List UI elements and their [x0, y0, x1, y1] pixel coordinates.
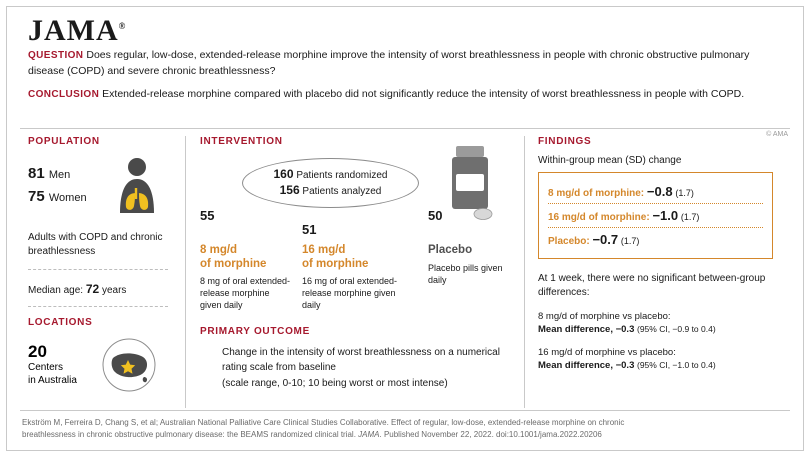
comparison-16mg-heading: 16 mg/d of morphine vs placebo: — [538, 347, 676, 358]
citation-line-2b: . Published November 22, 2022. doi:10.1001/jama.2022.20206 — [379, 429, 602, 439]
citation-line-1: Ekström M, Ferreira D, Chang S, et al; Australian National Palliative Care Clinical Studies Collaborative. Effect of regular, low-dose, extended-release morphine on chronic — [22, 418, 625, 427]
divider-top — [20, 128, 790, 129]
finding-row-8mg — [548, 180, 763, 203]
primary-outcome-subtext: (scale range, 0-10; 10 being worst or most intense) — [222, 378, 448, 389]
registered-mark: ® — [118, 21, 126, 31]
population-counts-row — [28, 155, 182, 217]
median-age-value: 72 — [85, 282, 100, 296]
median-age-unit: years — [101, 285, 127, 296]
population-divider — [28, 269, 168, 270]
findings-note: At 1 week, there were no significant between-group differences: — [538, 273, 766, 298]
question-label: QUESTION — [28, 50, 84, 61]
women-count: 75 — [28, 188, 45, 205]
women-label: Women — [48, 192, 87, 204]
jama-wordmark: JAMA — [28, 14, 119, 47]
men-label: Men — [48, 169, 71, 181]
median-age-row — [28, 282, 182, 296]
findings-section — [530, 136, 790, 372]
comparison-8mg-heading: 8 mg/d of morphine vs placebo: — [538, 311, 671, 322]
question-block — [28, 48, 776, 78]
randomized-count: 160 — [273, 167, 294, 181]
intervention-title: INTERVENTION — [200, 136, 283, 147]
primary-outcome-title: PRIMARY OUTCOME — [200, 326, 310, 337]
population-description: Adults with COPD and chronic breathlessness — [28, 232, 163, 257]
women-count-row — [28, 186, 106, 209]
randomization-oval — [242, 158, 419, 208]
finding-label-16mg: 16 mg/d of morphine: — [548, 212, 650, 223]
finding-value-placebo: −0.7 — [592, 232, 619, 247]
findings-subtitle: Within-group mean (SD) change — [538, 155, 682, 166]
centers-line-1: Centers — [28, 362, 64, 373]
arm-placebo-title: Placebo — [428, 244, 473, 256]
conclusion-label: CONCLUSION — [28, 89, 100, 100]
randomized-label: Patients randomized — [296, 170, 388, 181]
locations-title: LOCATIONS — [28, 317, 93, 328]
centers-count: 20 — [28, 342, 47, 361]
finding-row-16mg — [548, 204, 763, 227]
conclusion-block — [28, 87, 776, 103]
arm-16mg-count: 51 — [302, 222, 317, 237]
findings-title: FINDINGS — [538, 136, 592, 147]
arm-16mg — [302, 224, 398, 311]
finding-value-8mg: −0.8 — [646, 184, 673, 199]
centers-counts — [28, 343, 100, 387]
citation — [22, 417, 788, 440]
comparison-8mg-stat: Mean difference, −0.3 — [538, 324, 635, 335]
locations-divider — [28, 306, 168, 307]
men-count: 81 — [28, 165, 45, 182]
men-count-row — [28, 163, 106, 186]
arm-16mg-title-2: of morphine — [302, 257, 369, 270]
lungs-figure-icon — [106, 155, 168, 217]
analyzed-count: 156 — [279, 183, 300, 197]
citation-journal: JAMA — [358, 429, 380, 439]
finding-label-8mg: 8 mg/d of morphine: — [548, 188, 645, 199]
copyright-notice: © AMA — [766, 131, 788, 138]
arm-placebo-count: 50 — [428, 208, 443, 223]
australia-map-icon — [100, 336, 158, 394]
question-text: Does regular, low-dose, extended-release morphine improve the intensity of worst breathlessness in people with chronic obstructive pulmonary disease (COPD) and severe chronic breathlessness? — [28, 49, 750, 77]
arm-16mg-detail: 16 mg of oral extended-release morphine given daily — [302, 276, 398, 310]
jama-logo — [28, 14, 125, 48]
population-title: POPULATION — [28, 136, 100, 147]
finding-sd-8mg: (1.7) — [675, 188, 694, 198]
comparison-8mg — [538, 310, 790, 336]
finding-sd-placebo: (1.7) — [620, 236, 640, 246]
arm-placebo-detail: Placebo pills given daily — [428, 262, 503, 285]
primary-outcome-block — [200, 326, 516, 392]
divider-vertical-left — [185, 136, 186, 408]
analyzed-label: Patients analyzed — [302, 186, 382, 197]
centers-line-2: in Australia — [28, 375, 77, 386]
comparison-16mg-stat: Mean difference, −0.3 — [538, 360, 635, 371]
arm-8mg-title-2: of morphine — [200, 257, 267, 270]
randomized-row — [274, 167, 388, 183]
conclusion-text: Extended-release morphine compared with placebo did not significantly reduce the intensity of worst breathlessness in people with COPD. — [102, 88, 745, 100]
population-counts — [28, 163, 106, 209]
analyzed-row — [280, 183, 382, 199]
arm-8mg-title-1: 8 mg/d — [200, 244, 238, 256]
finding-sd-16mg: (1.7) — [680, 212, 700, 222]
arm-8mg — [200, 210, 292, 311]
primary-outcome-text: Change in the intensity of worst breathlessness on a numerical rating scale from baseline — [222, 347, 500, 373]
population-section — [20, 136, 182, 394]
comparison-8mg-ci: (95% CI, −0.9 to 0.4) — [637, 324, 716, 334]
median-age-label: Median age: — [28, 285, 84, 296]
finding-label-placebo: Placebo: — [548, 236, 590, 247]
arm-8mg-detail: 8 mg of oral extended-release morphine given daily — [200, 276, 291, 310]
question-conclusion — [28, 48, 776, 112]
arm-placebo — [428, 210, 514, 286]
locations-row — [28, 336, 182, 394]
arm-8mg-count: 55 — [200, 208, 215, 223]
intervention-section — [192, 136, 522, 389]
findings-box — [538, 172, 773, 259]
citation-line-2a: breathlessness in chronic obstructive pulmonary disease: the BEAMS randomized clinical trial. — [22, 429, 359, 439]
finding-value-16mg: −1.0 — [652, 208, 679, 223]
comparison-16mg-ci: (95% CI, −1.0 to 0.4) — [637, 360, 716, 370]
comparison-16mg — [538, 346, 790, 372]
finding-row-placebo — [548, 228, 763, 251]
divider-bottom — [20, 410, 790, 411]
arm-16mg-title-1: 16 mg/d — [302, 244, 346, 256]
divider-vertical-right — [524, 136, 525, 408]
